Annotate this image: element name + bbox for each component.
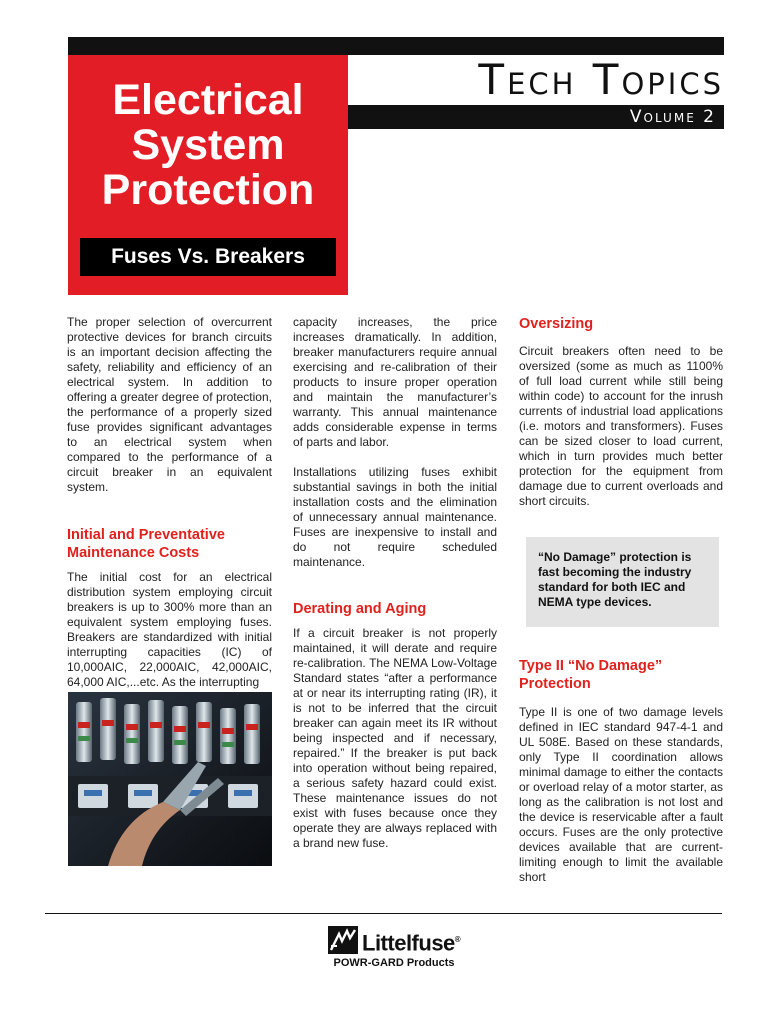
fuse-panel-photo <box>68 692 272 866</box>
page-title-line-1: Electrical <box>112 76 304 124</box>
product-line: POWR-GARD Products <box>333 957 455 969</box>
page-title-line-3: Protection <box>101 166 315 214</box>
type-ii-paragraph: Type II is one of two damage levels defined in IEC standard 947-4-1 and UL 508E. Based on these standards, only Type II coordination allows minimal damage to either the contacts or overload relay of a motor starter, as long as the calibration is not lost and the device is reservicable after a fault occurs. Fuses are the only protective devices available that are current-limiting enough to limit the available short <box>519 705 723 884</box>
subtitle: Fuses Vs. Breakers <box>80 238 336 276</box>
installation-paragraph: Installations utilizing fuses exhibit substantial savings in both the initial installation costs and the elimination of unnecessary annual maintenance. Fuses are inexpensive to install and do not require scheduled maintenance. <box>293 465 497 569</box>
footer-rule <box>45 913 722 914</box>
column-3-lower <box>519 657 723 900</box>
page-title-line-2: System <box>131 121 285 169</box>
maintenance-costs-paragraph: The initial cost for an electrical distribution system employing circuit breakers is up to 300% more than an equivalent system employing fuses. Breakers are standardized with initial interrupting capacities (IC) of 10,000AIC, 22,000AIC, 42,000AIC, 64,000 AIC,...etc. As the interrupting <box>67 570 272 689</box>
heading-oversizing: Oversizing <box>519 316 594 332</box>
derating-paragraph: If a circuit breaker is not properly maintained, it will derate and require re-calibration. The NEMA Low-Voltage Standard states “after a performance at or near its interrupting rating (IR), it is not to be inferred that the circuit breaker can again meet its IR without being inspected and if necessary, repaired.” If the breaker is put back into operation without being repaired, a serious safety hazard could exist. These maintenance issues do not exist with fuses because once they operate they are always replaced with a brand new fuse. <box>293 626 497 850</box>
callout-box: “No Damage” protection is fast becoming the industry standard for both IEC and NEMA type devices. <box>526 537 719 627</box>
intro-paragraph: The proper selection of overcurrent protective devices for branch circuits is an important decision affecting the safety, reliability and efficiency of an electrical system. In addition to offering a greater degree of protection, the performance of a properly sized fuse provides significant advantages to an electrical system when compared to the performance of a circuit breaker in an equivalent system. <box>67 315 272 494</box>
littelfuse-logo <box>328 926 461 956</box>
series-title: Tech Topics <box>478 55 724 104</box>
oversizing-paragraph: Circuit breakers often need to be oversized (some as much as 1100% of full load current while still being within code) to account for the inrush currents of industrial load applications (i.e. motors and transformers). Fuses can be sized closer to load current, which in turn provides much better protection for the equipment from damage due to current overloads and short circuits. <box>519 344 723 508</box>
column-1 <box>67 315 272 705</box>
registered-mark: ® <box>454 935 461 944</box>
fuse-panel-illustration <box>68 692 272 866</box>
heading-derating-aging: Derating and Aging <box>293 601 427 617</box>
heading-maintenance-costs: Initial and Preventative Maintenance Costs <box>67 527 225 561</box>
littelfuse-logo-icon <box>328 926 358 954</box>
heading-type-ii-protection: Type II “No Damage” Protection <box>519 658 663 692</box>
column-3 <box>519 315 723 524</box>
capacity-paragraph: capacity increases, the price increases dramatically. In addition, breaker manufacturers require annual exercising and re-calibration of their products to insure proper operation and maintain the manufacturer’s warranty. This annual maintenance adds considerable expense in terms of parts and labor. <box>293 315 497 449</box>
header-top-bar <box>68 37 724 55</box>
brand-name: Littelfuse® <box>362 930 461 956</box>
column-2 <box>293 315 497 866</box>
volume-label: Volume 2 <box>629 107 716 127</box>
page-title <box>68 78 348 213</box>
